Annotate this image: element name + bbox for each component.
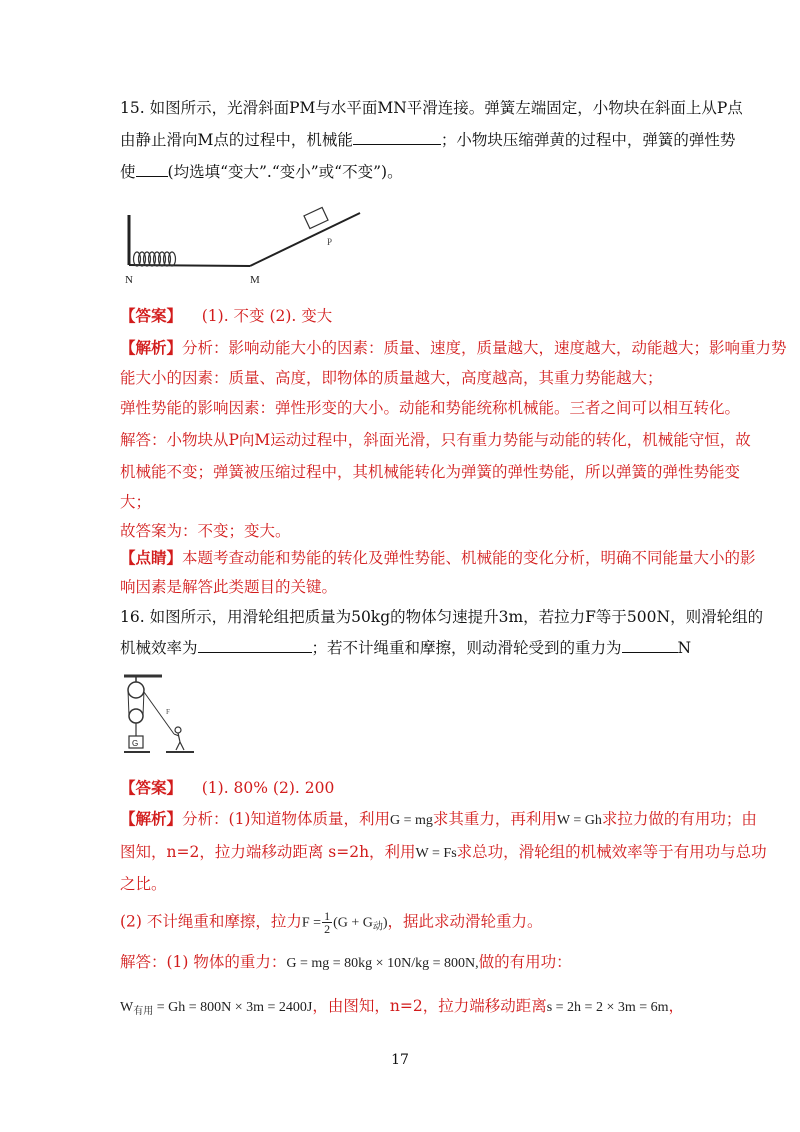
answer-tag: 【答案】 — [120, 778, 183, 797]
formula-subscript: 动 — [372, 921, 383, 933]
formula-subscript: 有用 — [133, 1006, 154, 1017]
analysis-text: 求总功，滑轮组的机械效率等于有用功与总功 — [456, 843, 767, 861]
analysis-text: 求拉力做的有用功；由 — [601, 810, 757, 828]
analysis-text: 分析：影响动能大小的因素：质量、速度，质量越大，速度越大，动能越大；影响重力势 — [182, 339, 787, 357]
q15-answer — [120, 306, 332, 326]
fraction-numerator: 1 — [324, 909, 331, 923]
q15-line3-text-a: 使 — [120, 163, 136, 181]
fraction-denominator: 2 — [324, 922, 331, 936]
formula-w-fs: W = Fs — [415, 846, 457, 861]
analysis-tag: 【解析】 — [120, 809, 183, 828]
q15-analysis-5: 机械能不变；弹簧被压缩过程中，其机械能转化为弹簧的弹性势能，所以弹簧的弹性势能变 — [120, 463, 741, 481]
spring-slope-figure — [120, 205, 370, 290]
q16-analysis-3: 之比。 — [120, 875, 167, 893]
analysis-text: 分析：(1)知道物体质量，利用 — [182, 810, 390, 828]
spring-coil — [134, 252, 176, 266]
answer-blank-2[interactable] — [136, 162, 168, 177]
comment-text: 本题考查动能和势能的转化及弹性势能、机械能的变化分析，明确不同能量大小的影 — [182, 549, 756, 567]
formula-f-lhs: F = — [301, 915, 322, 931]
q16-line2-unit: N — [677, 639, 692, 657]
q15-analysis-1 — [120, 338, 787, 358]
q15-analysis-4: 解答：小物块从P向M运动过程中，斜面光滑，只有重力势能与动能的转化，机械能守恒，故 — [120, 431, 751, 449]
q15-comment-2: 响因素是解答此类题目的关键。 — [120, 578, 338, 596]
formula-w-gh: W = Gh — [556, 813, 602, 828]
q16-analysis-5 — [120, 952, 572, 974]
q16-line2 — [120, 638, 691, 658]
q16-line1: 16. 如图所示，用滑轮组把质量为50kg的物体匀速提升3m，若拉力F等于500N，则滑轮组的 — [120, 608, 764, 626]
page-number: 17 — [391, 1052, 409, 1068]
label-n: N — [125, 274, 133, 286]
formula-distance: s = 2h = 2 × 3m = 6m — [546, 1000, 669, 1015]
q15-line3 — [120, 162, 403, 182]
answer-tag: 【答案】 — [120, 306, 183, 325]
analysis-text: ，据此求动滑轮重力。 — [387, 912, 543, 931]
q15-analysis-6: 大； — [120, 493, 152, 511]
q15-line1: 15. 如图所示，光滑斜面PM与水平面MN平滑连接。弹簧左端固定，小物块在斜面上从P点 — [120, 99, 743, 117]
formula-useful-work: = Gh = 800N × 3m = 2400J — [153, 1000, 313, 1015]
analysis-text: 做的有用功： — [478, 953, 572, 971]
q15-line3-text-b: (均选填“变大”.“变小”或“不变”)。 — [167, 163, 403, 181]
person-pulling-icon — [174, 727, 184, 750]
analysis-text: (2) 不计绳重和摩擦，拉力 — [120, 912, 302, 931]
analysis-text: ，由图知，n=2，拉力端移动距离 — [312, 997, 547, 1015]
answer-blank-1[interactable] — [353, 130, 441, 145]
formula-g-mg: G = mg — [389, 813, 433, 828]
label-m: M — [250, 274, 260, 286]
q16-analysis-6 — [120, 996, 684, 1022]
q15-analysis-7: 故答案为：不变；变大。 — [120, 522, 291, 540]
q15-line2 — [120, 130, 735, 150]
answer-text: (1). 不变 (2). 变大 — [201, 307, 333, 325]
q16-line2-text-a: 机械效率为 — [120, 639, 198, 657]
q16-analysis-4 — [120, 910, 543, 938]
analysis-text: ， — [668, 997, 685, 1015]
label-p: P — [327, 237, 333, 247]
q16-line2-text-b: ；若不计绳重和摩擦，则动滑轮受到的重力为 — [311, 639, 622, 657]
formula-f-rhs: (G + G — [333, 915, 373, 931]
q16-answer — [120, 778, 334, 798]
formula-fraction — [322, 910, 332, 935]
analysis-text: 解答：(1) 物体的重力： — [120, 953, 287, 971]
q15-line2-text-b: ；小物块压缩弹黄的过程中，弹簧的弹性势 — [440, 131, 736, 149]
label-f: F — [166, 708, 170, 716]
q16-analysis-1 — [120, 809, 757, 831]
label-g: G — [132, 739, 139, 748]
answer-blank-3[interactable] — [198, 638, 312, 653]
formula-w: W — [120, 1000, 134, 1015]
q15-analysis-3: 弹性势能的影响因素：弹性形变的大小。动能和势能统称机械能。三者之间可以相互转化。 — [120, 399, 741, 417]
pulley-figure — [122, 668, 202, 760]
formula-weight: G = mg = 80kg × 10N/kg = 800N, — [286, 956, 479, 971]
analysis-text: 求其重力，再利用 — [432, 810, 557, 828]
q15-line2-text-a: 由静止滑向M点的过程中，机械能 — [120, 131, 353, 149]
answer-text: (1). 80% (2). 200 — [201, 779, 335, 797]
comment-tag: 【点睛】 — [120, 548, 183, 567]
answer-blank-4[interactable] — [622, 638, 678, 653]
q16-analysis-2 — [120, 842, 767, 864]
formula-close: ) — [382, 915, 388, 931]
analysis-tag: 【解析】 — [120, 338, 183, 357]
block-p — [304, 207, 328, 228]
q15-analysis-2: 能大小的因素：质量、高度，即物体的质量越大，高度越高，其重力势能越大； — [120, 369, 663, 387]
analysis-text: 图知，n=2，拉力端移动距离 s=2h，利用 — [120, 843, 416, 861]
q15-comment-1 — [120, 548, 756, 568]
